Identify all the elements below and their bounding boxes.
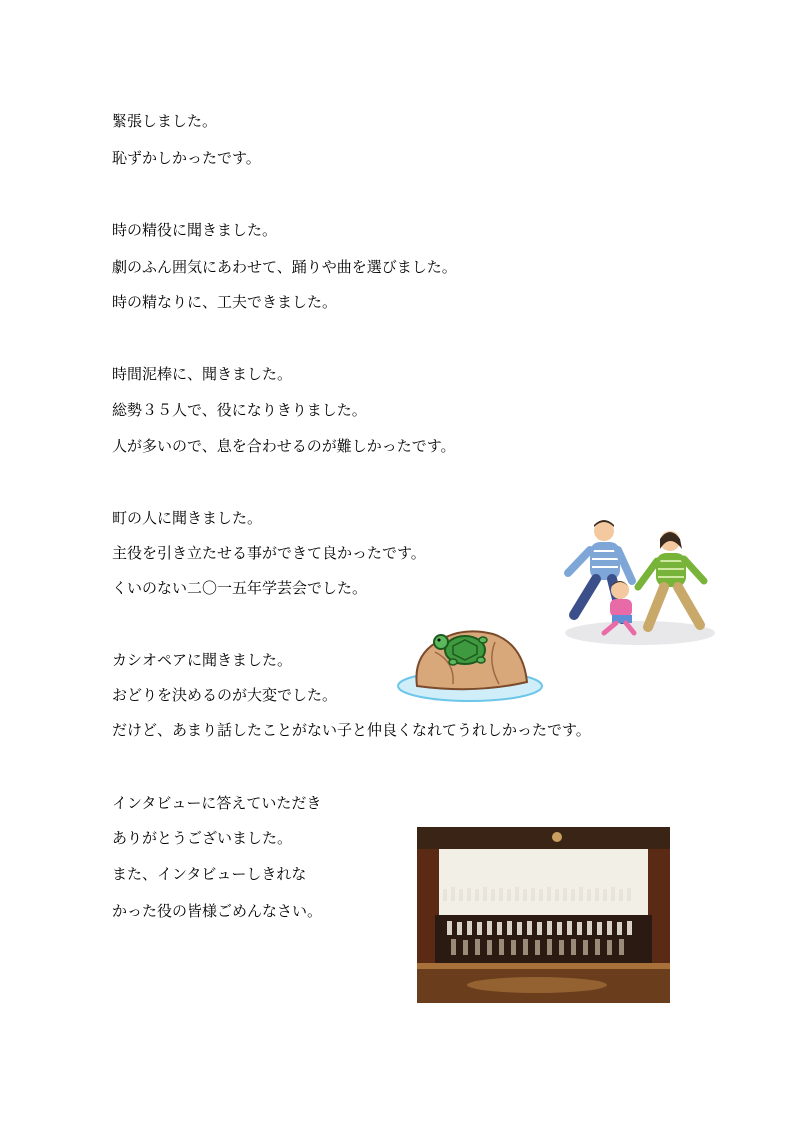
text-line-3: 時の精役に聞きました。 bbox=[112, 221, 278, 239]
text-line-12: カシオペアに聞きました。 bbox=[112, 651, 293, 669]
text-line-17: また、インタビューしきれな bbox=[112, 865, 307, 883]
text-line-6: 時間泥棒に、聞きました。 bbox=[112, 365, 293, 383]
text-line-18: かった役の皆様ごめんなさい。 bbox=[112, 902, 323, 920]
text-line-2: 恥ずかしかったです。 bbox=[112, 149, 261, 167]
text-line-16: ありがとうございました。 bbox=[112, 829, 293, 847]
family-walking-illustration bbox=[560, 515, 720, 650]
stage-group-photo bbox=[417, 827, 670, 1003]
text-line-11: くいのない二〇一五年学芸会でした。 bbox=[112, 579, 368, 597]
text-line-13: おどりを決めるのが大変でした。 bbox=[112, 686, 338, 704]
text-line-1: 緊張しました。 bbox=[112, 112, 218, 130]
text-line-4: 劇のふん囲気にあわせて、踊りや曲を選びました。 bbox=[112, 258, 457, 276]
text-line-7: 総勢３５人で、役になりきりました。 bbox=[112, 401, 367, 419]
text-line-10: 主役を引き立たせる事ができて良かったです。 bbox=[112, 544, 426, 562]
turtle-on-rock-illustration bbox=[395, 622, 545, 704]
text-line-5: 時の精なりに、工夫できました。 bbox=[112, 293, 338, 311]
text-line-14: だけど、あまり話したことがない子と仲良くなれてうれしかったです。 bbox=[112, 721, 591, 739]
text-line-15: インタビューに答えていただき bbox=[112, 794, 322, 812]
text-line-8: 人が多いので、息を合わせるのが難しかったです。 bbox=[112, 437, 456, 455]
text-line-9: 町の人に聞きました。 bbox=[112, 509, 263, 527]
